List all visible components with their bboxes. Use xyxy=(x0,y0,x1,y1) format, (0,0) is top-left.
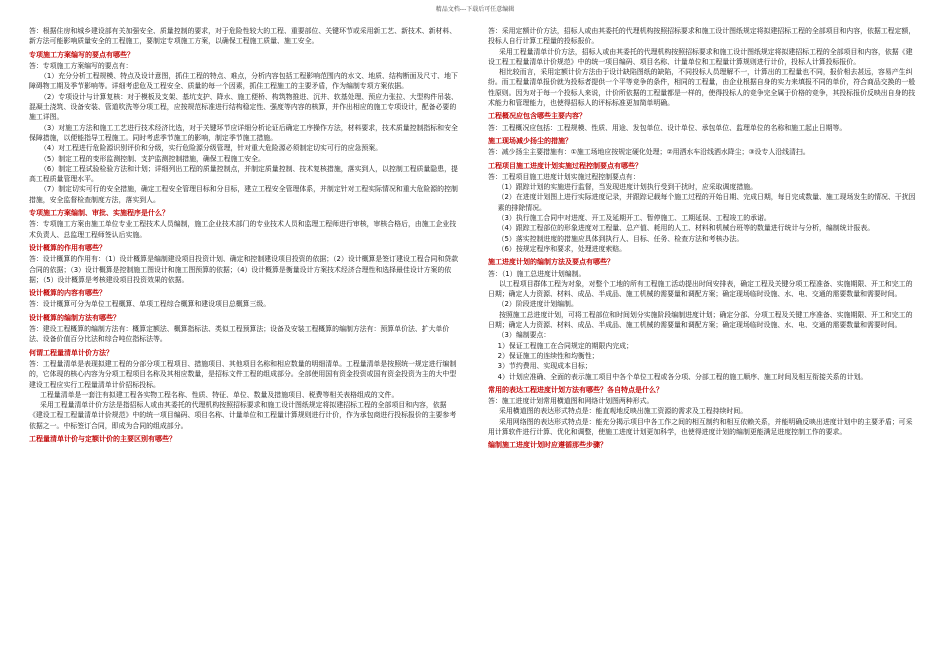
paragraph: （5）落实控制进度的措施应具体到执行人、目标、任务、检查方法和考核办法。 xyxy=(497,234,744,243)
section-heading: 施工现场减少扬尘的措施？ xyxy=(488,136,572,145)
paragraph: 采用横道图的表达形式特点是：能直观地反映出施工资源的需求及工程持续时间。 xyxy=(499,407,748,416)
paragraph: （5）制定工程的变形监测控制、支护监测控制措施，确保工程施工安全。 xyxy=(40,154,265,163)
section-heading: 工程量清单计价与定额计价的主要区别有哪些？ xyxy=(29,434,176,443)
paragraph: （4）跟踪工程部位的形象进度对工程量、总产值、耗用的人工、材料和机械台班等的数量进行统计与分析，编制统计报表。 xyxy=(497,224,875,233)
paragraph: 4）计划应准确、全面的表示施工项目中各个单位工程或各分项、分部工程的施工顺序、施工时间及相互衔接关系的计划。 xyxy=(497,372,868,381)
left-column xyxy=(29,26,459,445)
paragraph: 答：施工进度计划常用横道图和网络计划图两种形式。 xyxy=(488,397,654,406)
paragraph: （2）阶段进度计划编制。 xyxy=(497,300,578,309)
section-heading: 何谓工程量清单计价方法？ xyxy=(29,348,113,357)
paragraph: （4）对工程进行危险源识别评价和分级，实行危险源分级管理，针对重大危险源必须制定切实可行的应急预案。 xyxy=(40,144,383,153)
section-heading: 工程项目施工进度计划实施过程控制要点有哪些？ xyxy=(488,161,642,170)
paragraph: 采用工程量清单计价方法是指招标人或由其委托的代理机构按照招标要求和施工设计图纸规定将拟建招标工程的全部项目和内容，依据《建设工程工程量清单计价规范》中的统一项目编码、项目名称、计量单位和工程量计算规则进行计价，作为承包商进行投标报价的主要参考依据之一。中标签订合同，即成为合同的组成部分。 xyxy=(29,401,457,430)
section-heading: 施工进度计划的编制方法及要点有哪些？ xyxy=(488,258,614,267)
section-heading: 设计概算的内容有哪些？ xyxy=(29,289,106,298)
section-heading: 编制施工进度计划时应遵循那些步骤？ xyxy=(488,441,607,450)
paragraph: 相比较而言，采用定额计价方法由于设计缺陷图纸的缺陷，不同投标人员理解不一，计算出的工程量也不同，报价相去甚远，容易产生纠纷。而工程量清单报价就为投标者提供一个平等竞争的条件，相同的工程量，由企业根据自身的实力来填报不同的单价，符合商品交换的一般性原则。因为对于每一个投标人来说，计价所依据的工程量都是一样的，使得投标人的竞争完全属于价格的竞争，其投标报价反映出自身的技术能力和管理能力，也使得招标人的评标标准更加简单明确。 xyxy=(488,68,916,108)
paragraph: （2）在进度计划图上进行实际进度记录，并跟踪记载每个施工过程的开始日期、完成日期，每日完成数量、施工现场发生的情况、干扰因素的排除情况。 xyxy=(497,193,916,212)
paragraph: （3）对施工方法和施工工艺进行技术经济比选，对于关键环节应详细分析论证后确定工序操作方法，材料要求，技术质量控制指标和安全保障措施，以便能指导工程施工。同时考虑季节施工的影响，制定季节施工措施。 xyxy=(29,123,458,142)
paragraph: 答：专项施工方案编写的要点有： xyxy=(29,61,133,70)
paragraph: 答：根据住房和城乡建设部有关加强安全、质量控制的要求，对于危险性较大的工程、重要部位、关键环节或采用新工艺、新技术、新材料、新方法可能影响质量安全的工程施工，要制定专项施工方案，以确保工程施工质量、施工安全。 xyxy=(29,27,457,46)
paragraph: 2）保证施工的连续性和均衡性； xyxy=(497,351,599,360)
paragraph: （7）制定切实可行的安全措施，确定工程安全管理目标和分目标，建立工程安全管理体系，并制定针对工程实际情况和重大危险源的控制措施，安全监督检查制度方法，落实到人。 xyxy=(29,185,458,204)
paragraph: 按照施工总进度计划，可将工程部位和时间划分实施阶段编制进度计划；确定分部、分项工程及关键工序准备、实施期限、开工和完工的日期；确定人力资源、材料、成品、半成品、施工机械的需要量和调配方案；确定现场临时设施、水、电、交通的需要数量和需要时间。 xyxy=(488,310,913,330)
paragraph: 答：（1）施工总进度计划编制。 xyxy=(488,269,586,278)
paragraph: （3）编制要点： xyxy=(497,331,551,340)
paragraph: 采用网络图的表达形式特点是：能充分揭示项目中各工作之间的相互制约和相互依赖关系，并能明确反映出进度计划中的主要矛盾；可采用计算软件进行计算、优化和调整，使施工进度计划更加科学，也使得进度计划的编制更能满足进度控制工作的要求。 xyxy=(488,417,913,436)
paragraph: （6）制定工程试验检验方法和计划；详细列出工程的质量控制点，并制定质量控制、技术复核措施，落实到人，以控制工程质量隐患，提高工程质量管理水平。 xyxy=(29,164,458,184)
paragraph: 答：设计概算的作用有：（1）设计概算是编制建设项目投资计划、确定和控制建设项目投资的依据；（2）设计概算是签订建设工程合同和贷款合同的依据；（3）设计概算是控制施工图设计和施工图预算的依据；（4）设计概算是衡量设计方案技术经济合理性和选择最佳设计方案的依据；（5）设计概算是考核建设项目投资效果的依据。 xyxy=(29,255,459,284)
paragraph: 答：工程概况应包括：工程规模、性质、用途、发包单位、设计单位、承包单位、监理单位的名称和施工起止日期等。 xyxy=(488,123,847,132)
paragraph: 答：专项施工方案由施工单位专业工程技术人员编制，施工企业技术部门的专业技术人员和监理工程师进行审核，审核合格后，由施工企业技术负责人、总监理工程师签认后实施。 xyxy=(29,220,457,239)
paragraph: （1）跟踪计划的实施进行监督，当发现进度计划执行受到干扰时，应采取调度措施。 xyxy=(497,183,757,192)
right-column xyxy=(488,26,918,452)
paragraph: 答：减少扬尘主要措施有：①施工场地应按规定硬化处理；②用洒水车沿线洒水降尘；③设专人沿线清扫。 xyxy=(488,148,810,157)
section-heading: 工程概况应包含哪些主要内容？ xyxy=(488,112,586,121)
section-heading: 专项施工方案编写的要点有哪些？ xyxy=(29,50,134,59)
paragraph: 答：设计概算可分为单位工程概算、单项工程综合概算和建设项目总概算三级。 xyxy=(29,300,271,309)
paragraph: 答：采用定额计价方法，招标人或由其委托的代理机构按照招标要求和施工设计图纸规定将拟建招标工程的全部项目和内容，依据工程定额，投标人自行计算工程量的投标报价。 xyxy=(488,27,916,46)
paragraph: 答：建设工程概算的编制方法有：概算定额法、概算指标法、类似工程预算法；设备及安装工程概算的编制方法有：预算单价法、扩大单价法、设备价值百分比法和综合吨位指标法等。 xyxy=(29,325,450,344)
paragraph: （6）按规定程序和要求，处理进度索赔。 xyxy=(497,244,627,253)
paragraph: 答：工程量清单是表现拟建工程的分部分项工程项目、措施项目、其他项目名称和相应数量的明细清单。工程量清单是按照统一规定进行编制的，它体现的核心内容为分项工程项目名称及其相应数量，是招标文件工程的组成部分。全部使用国有资金投资或国有资金投资为主的大中型建设工程应实行工程量清单计价招标投标。 xyxy=(29,359,457,389)
paragraph: （3）执行施工合同中对进度、开工及延期开工、暂停施工、工期延误、工程竣工的承诺。 xyxy=(497,214,771,223)
paragraph: 工程量清单是一套注有拟建工程各实物工程名称、性质、特征、单位、数量及措施项目、税费等相关表格组成的文件。 xyxy=(40,390,399,399)
paragraph: （2）专项设计与计算复核：对于模板及支架、基坑支护、降水、施工便桥、构筑物推进、沉井、软基处理、预应力张拉、大型构件吊装、混凝土浇筑、设备安装、管道吹洗等分项工程，应按规范标准进行结构稳定性、强度等内容的核算，并作出相应的施工专项设计，配备必要的施工详图。 xyxy=(29,92,458,122)
section-heading: 设计概算的编制方法有哪些？ xyxy=(29,313,120,322)
page-header: 精品文档---下载后可任意编辑 xyxy=(435,6,515,13)
paragraph: 3）节约费用、实现成本目标； xyxy=(497,362,592,371)
paragraph: 1）保证工程施工在合同规定的期限内完成； xyxy=(497,341,633,350)
paragraph: 答：工程项目施工进度计划实施过程控制要点有： xyxy=(488,172,640,181)
section-heading: 专项施工方案编制、审批、实施程序是什么？ xyxy=(29,209,169,218)
section-heading: 常用的表达工程进度计划方法有哪些？各自特点是什么？ xyxy=(488,385,663,394)
section-heading: 设计概算的作用有哪些？ xyxy=(29,243,106,252)
paragraph: 以工程项目群体工程为对象，对整个工地的所有工程施工活动提出时间安排表，确定工程及关键分项工程准备、实施期限、开工和完工的日期；确定人力资源、材料、成品、半成品、施工机械的需要量和调配方案；确定现场临时设施、水、电、交通的需要数量和需要时间。 xyxy=(488,279,913,299)
paragraph: （1）充分分析工程规模、特点及设计意图，抓住工程的特点、难点，分析内容包括工程影响范围内的水文、地质、结构断面及尺寸、地下障碍物工期及季节影响等。详细考虑危及工程安全、质量的每一个因素，抓住工程施工的主要矛盾，作为编制专项方案依据。 xyxy=(29,72,458,91)
paragraph: 采用工程量清单计价方法，招标人或由其委托的代理机构按照招标要求和施工设计图纸规定将拟建招标工程的全部项目和内容，依据《建设工程工程量清单计价规范》中的统一项目编码、项目名称、计量单位和工程量计算规则进行计价，投标人计算投标报价。 xyxy=(488,47,913,66)
